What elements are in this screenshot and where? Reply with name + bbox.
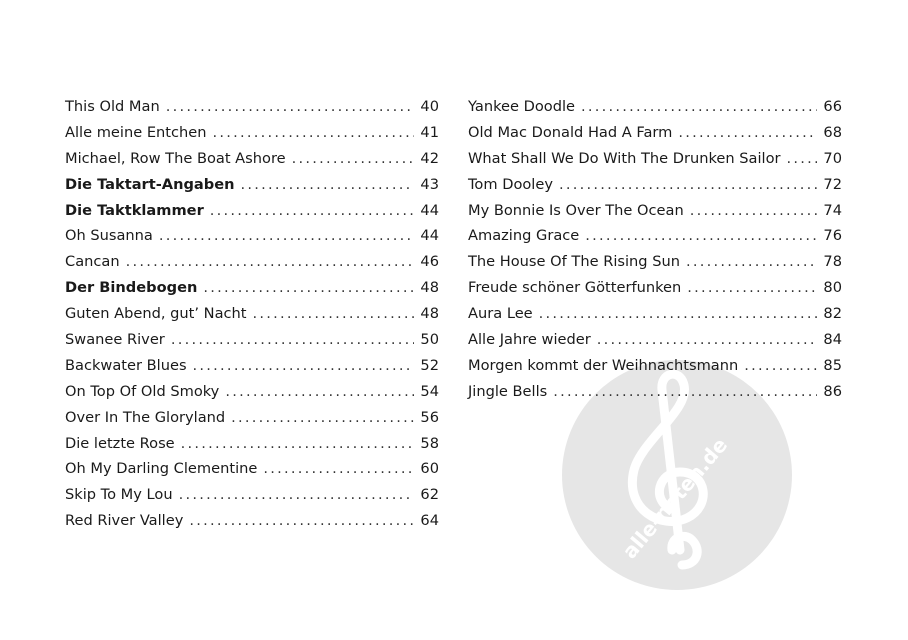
toc-entry	[468, 327, 842, 353]
toc-entry	[468, 275, 842, 301]
toc-section-heading	[65, 172, 439, 198]
toc-dot-leader	[539, 301, 818, 327]
toc-page-number: 54	[420, 382, 439, 400]
toc-entry-title: Cancan	[65, 253, 120, 271]
toc-page-number: 58	[420, 434, 439, 452]
toc-entry	[468, 198, 842, 224]
toc-page-number: 41	[420, 123, 439, 141]
toc-page-number: 50	[420, 331, 439, 349]
toc-entry-title: Die Taktart-Angaben	[65, 175, 235, 193]
toc-entry	[468, 379, 842, 405]
toc-entry	[65, 94, 439, 120]
toc-entry	[468, 223, 842, 249]
toc-page-number: 42	[420, 149, 439, 167]
toc-dot-leader	[225, 379, 414, 405]
toc-entry	[65, 249, 439, 275]
toc-entry-title: The House Of The Rising Sun	[468, 253, 680, 271]
toc-page-number: 56	[420, 408, 439, 426]
toc-entry	[468, 120, 842, 146]
toc-entry	[65, 431, 439, 457]
toc-page-number: 80	[823, 279, 842, 297]
toc-dot-leader	[263, 456, 414, 482]
toc-entry	[65, 353, 439, 379]
toc-entry-title: Jingle Bells	[468, 382, 548, 400]
toc-entry-title: Guten Abend, gut’ Nacht	[65, 305, 247, 323]
toc-dot-leader	[210, 198, 415, 224]
toc-dot-leader	[687, 275, 817, 301]
toc-page-number: 48	[420, 305, 439, 323]
toc-entry	[65, 301, 439, 327]
toc-entry-title: Freude schöner Götterfunken	[468, 279, 682, 297]
toc-entry-title: Alle Jahre wieder	[468, 331, 591, 349]
toc-entry	[468, 249, 842, 275]
toc-entry-title: My Bonnie Is Over The Ocean	[468, 201, 684, 219]
toc-dot-leader	[292, 146, 415, 172]
toc-dot-leader	[189, 508, 414, 534]
toc-column-left	[65, 94, 439, 534]
toc-dot-leader	[597, 327, 818, 353]
toc-entry-title: Der Bindebogen	[65, 279, 198, 297]
toc-entry-title: On Top Of Old Smoky	[65, 382, 220, 400]
toc-entry	[65, 327, 439, 353]
toc-dot-leader	[241, 172, 415, 198]
toc-entry-title: Morgen kommt der Weihnachtsmann	[468, 356, 739, 374]
toc-entry-title: Over In The Gloryland	[65, 408, 226, 426]
toc-entry-title: Backwater Blues	[65, 356, 187, 374]
toc-entry-title: Oh Susanna	[65, 227, 153, 245]
toc-entry-title: Skip To My Lou	[65, 486, 173, 504]
toc-page-number: 62	[420, 486, 439, 504]
toc-entry	[65, 120, 439, 146]
toc-entry-title: Swanee River	[65, 331, 165, 349]
toc-column-right	[468, 94, 842, 405]
toc-dot-leader	[581, 94, 817, 120]
toc-page-number: 48	[420, 279, 439, 297]
toc-dot-leader	[585, 223, 817, 249]
toc-entry	[468, 353, 842, 379]
toc-page-number: 84	[823, 331, 842, 349]
toc-page-number: 44	[420, 227, 439, 245]
toc-entry-title: Old Mac Donald Had A Farm	[468, 123, 673, 141]
toc-dot-leader	[686, 249, 817, 275]
toc-entry-title: Die letzte Rose	[65, 434, 175, 452]
toc-dot-leader	[690, 198, 818, 224]
toc-page-number: 60	[420, 460, 439, 478]
toc-page-number: 78	[823, 253, 842, 271]
toc-page-number: 76	[823, 227, 842, 245]
toc-entry-title: Oh My Darling Clementine	[65, 460, 258, 478]
toc-entry-title: Aura Lee	[468, 305, 533, 323]
toc-page-number: 64	[420, 512, 439, 530]
toc-dot-leader	[193, 353, 415, 379]
toc-page-number: 68	[823, 123, 842, 141]
toc-entry	[65, 405, 439, 431]
toc-dot-leader	[171, 327, 415, 353]
toc-dot-leader	[787, 146, 818, 172]
toc-entry-title: Die Taktklammer	[65, 201, 204, 219]
toc-section-heading	[65, 275, 439, 301]
toc-entry-title: Alle meine Entchen	[65, 123, 207, 141]
toc-page-number: 52	[420, 356, 439, 374]
toc-dot-leader	[253, 301, 415, 327]
toc-entry	[65, 508, 439, 534]
toc-dot-leader	[203, 275, 414, 301]
toc-page-number: 82	[823, 305, 842, 323]
toc-entry	[468, 172, 842, 198]
toc-page-number: 86	[823, 382, 842, 400]
toc-dot-leader	[231, 405, 414, 431]
toc-page-number: 43	[420, 175, 439, 193]
toc-section-heading	[65, 198, 439, 224]
toc-page-number: 46	[420, 253, 439, 271]
toc-page-number: 74	[823, 201, 842, 219]
toc-entry	[468, 301, 842, 327]
toc-entry-title: Yankee Doodle	[468, 98, 576, 115]
toc-page-number: 70	[823, 149, 842, 167]
watermark-text: alle-noten.de	[617, 432, 733, 564]
toc-dot-leader	[159, 223, 415, 249]
toc-entry-title: What Shall We Do With The Drunken Sailor	[468, 149, 781, 167]
toc-entry-title: Red River Valley	[65, 512, 184, 530]
toc-page-number: 44	[420, 201, 439, 219]
toc-entry	[65, 146, 439, 172]
toc-entry	[468, 94, 842, 120]
toc-entry-title: This Old Man	[65, 98, 160, 115]
toc-dot-leader	[181, 431, 415, 457]
toc-dot-leader	[126, 249, 415, 275]
toc-dot-leader	[213, 120, 415, 146]
toc-page-number: 72	[823, 175, 842, 193]
toc-page-number: 66	[823, 98, 842, 115]
toc-entry	[65, 379, 439, 405]
toc-dot-leader	[179, 482, 415, 508]
toc-entry	[65, 223, 439, 249]
toc-entry	[65, 482, 439, 508]
toc-dot-leader	[678, 120, 817, 146]
toc-dot-leader	[553, 379, 817, 405]
toc-entry	[65, 456, 439, 482]
toc-page-number: 40	[420, 98, 439, 115]
toc-entry-title: Tom Dooley	[468, 175, 553, 193]
toc-dot-leader	[559, 172, 817, 198]
toc-entry	[468, 146, 842, 172]
toc-page-number: 85	[823, 356, 842, 374]
toc-dot-leader	[744, 353, 817, 379]
toc-entry-title: Amazing Grace	[468, 227, 580, 245]
toc-entry-title: Michael, Row The Boat Ashore	[65, 149, 286, 167]
toc-dot-leader	[166, 94, 415, 120]
